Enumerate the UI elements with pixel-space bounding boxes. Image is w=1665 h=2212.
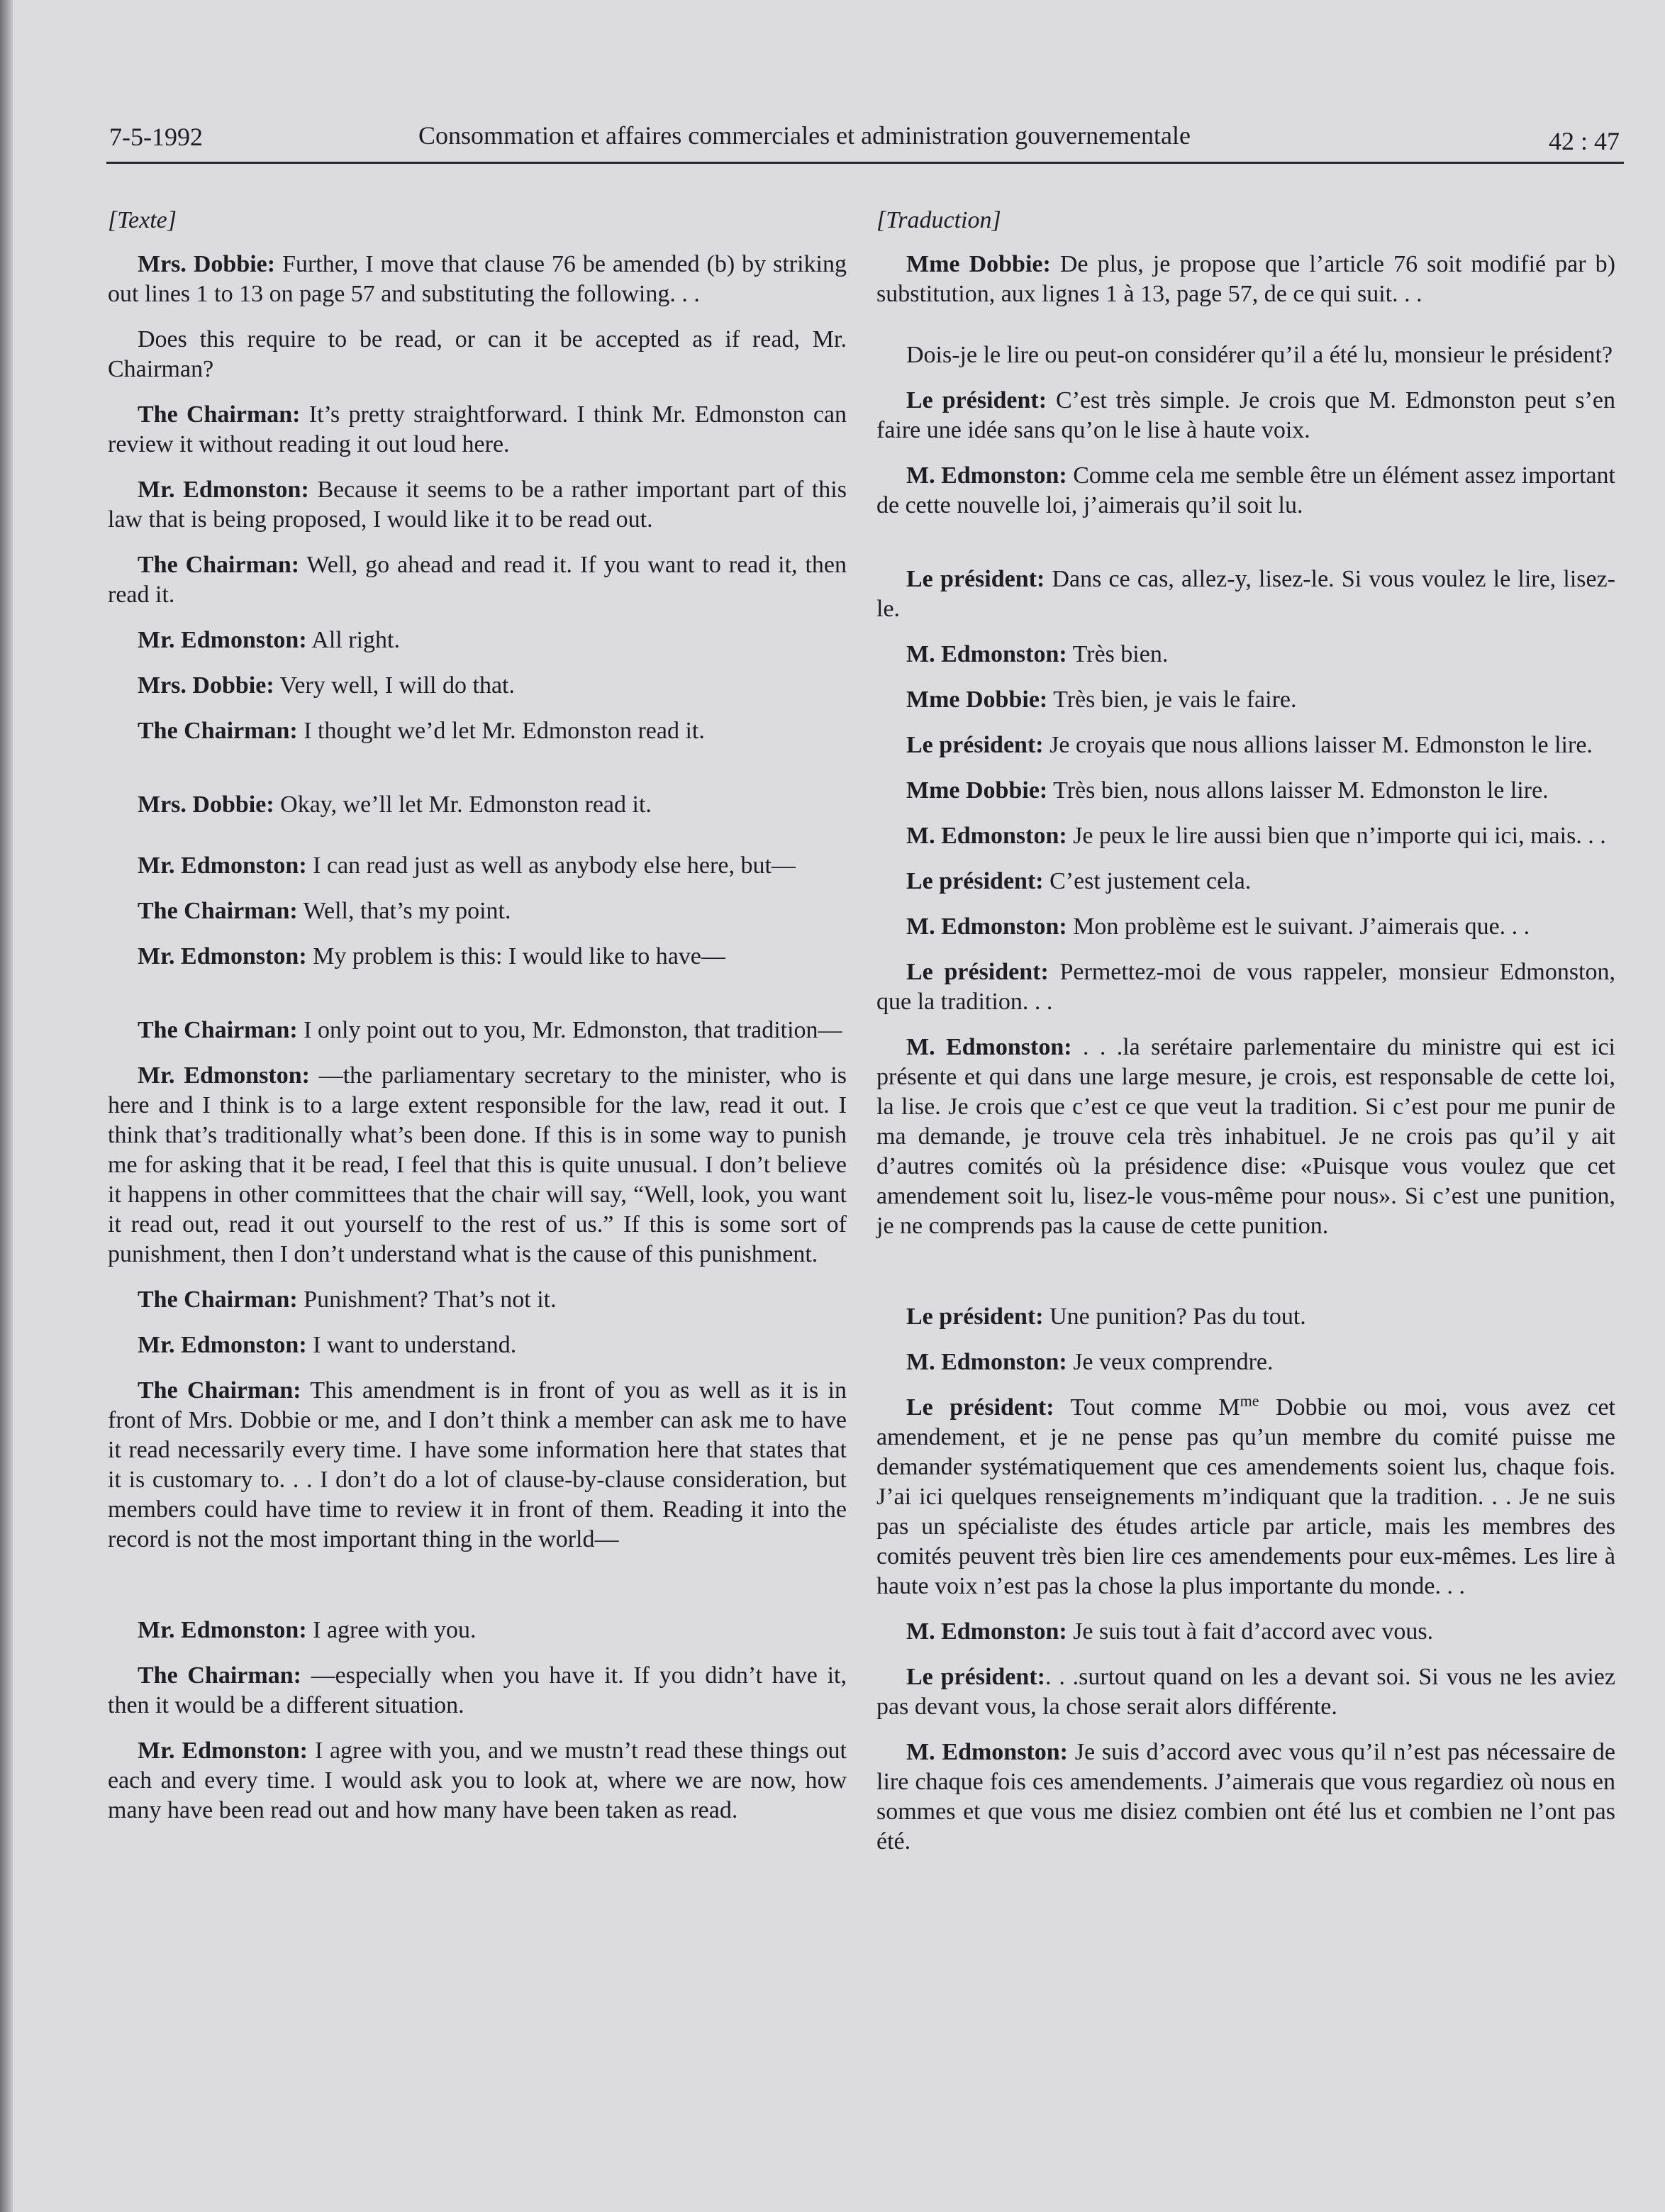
paragraph bbox=[876, 340, 1615, 370]
speech: All right. bbox=[306, 627, 400, 653]
header-title: Consommation et affaires commerciales et administration gouvernementale bbox=[418, 121, 1191, 150]
speaker: The Chairman: bbox=[138, 898, 298, 924]
speech: De plus, je propose que l’article 76 soit modifié par b) substitution, aux lignes 1 à 13, page 57, de ce qui suit. . . bbox=[876, 251, 1615, 307]
speaker: Le président: bbox=[906, 959, 1049, 985]
paragraph bbox=[108, 716, 847, 746]
speaker: Mme Dobbie: bbox=[906, 687, 1048, 713]
paragraph bbox=[876, 1347, 1615, 1377]
header-rule bbox=[106, 162, 1624, 164]
speech: Well, that’s my point. bbox=[297, 898, 511, 924]
paragraph bbox=[108, 1285, 847, 1315]
paragraph bbox=[876, 776, 1615, 806]
speaker: Mr. Edmonston: bbox=[138, 477, 309, 503]
paragraph bbox=[108, 475, 847, 535]
speech: Mon problème est le suivant. J’aimerais que. . . bbox=[1067, 913, 1530, 940]
speech: Comme cela me semble être un élément assez important de cette nouvelle loi, j’aimerais qu’il soit lu. bbox=[876, 462, 1615, 518]
column-label: [Traduction] bbox=[876, 207, 1001, 233]
speech: Très bien, je vais le faire. bbox=[1047, 687, 1297, 713]
paragraph bbox=[876, 1617, 1615, 1647]
binding-shadow bbox=[0, 0, 13, 2212]
speech: Dobbie ou moi, vous avez cet amendement, et je ne pense pas qu’un membre du comité puisse me demander systématiquement que ces amendements soient lus, chaque fois. J’ai ici quelques renseignements m’indiquant que la tradition. . . Je ne suis pas un spécialiste des études article par article, mais les membres des comités peuvent très bien lire ces amendements pour eux-mêmes. Les lire à haute voix n’est pas la chose la plus importante du monde. . . bbox=[876, 1394, 1615, 1599]
speech: C’est très simple. Je crois que M. Edmonston peut s’en faire une idée sans qu’on le lise à haute voix. bbox=[876, 387, 1615, 443]
speaker: Le président: bbox=[906, 732, 1044, 758]
speech: Dans ce cas, allez-y, lisez-le. Si vous voulez le lire, lisez-le. bbox=[876, 566, 1616, 622]
speech: This amendment is in front of you as well as it is in front of Mrs. Dobbie or me, and I don’t think a member can ask me to have it read necessarily every time. I have some information here that states that it is customary to. . . I don’t do a lot of clause-by-clause consideration, but members could have time to review it in front of them. Reading it into the record is not the most important thing in the world— bbox=[108, 1377, 847, 1552]
speaker: M. Edmonston: bbox=[906, 462, 1067, 489]
speech: Tout comme M bbox=[1054, 1394, 1240, 1421]
speech: —especially when you have it. If you didn’t have it, then it would be a different situation. bbox=[108, 1662, 847, 1718]
speaker: M. Edmonston: bbox=[906, 1034, 1072, 1060]
paragraph bbox=[876, 386, 1615, 445]
speech: . . .la serétaire parlementaire du ministre qui est ici présente et qui dans une large mesure, je crois, est responsable de cette loi, la lise. Je crois que c’est ce que veut la tradition. Si c’est pour me punir de ma demande, je trouve cela très inhabituel. Je ne crois pas qu’il y ait d’autres comités où la présidence dise: «Puisque vous voulez que cet amendement soit lu, lisez-le vous-même pour nous». Si c’est une punition, je ne comprends pas la cause de cette punition. bbox=[876, 1034, 1615, 1239]
speech: Further, I move that clause 76 be amended (b) by striking out lines 1 to 13 on page 57 and substituting the following. . . bbox=[108, 251, 847, 307]
column-label: [Texte] bbox=[108, 207, 177, 233]
speaker: M. Edmonston: bbox=[906, 1618, 1067, 1645]
paragraph bbox=[876, 730, 1615, 760]
speaker: Mr. Edmonston: bbox=[138, 1062, 310, 1089]
speech: Je suis d’accord avec vous qu’il n’est pas nécessaire de lire chaque fois ces amendements. J’aimerais que vous regardiez où nous en sommes et que vous me disiez combien ont été lus et combien ne l’ont pas été. bbox=[876, 1739, 1615, 1855]
speech: Je croyais que nous allions laisser M. Edmonston le lire. bbox=[1043, 732, 1593, 758]
paragraph bbox=[876, 640, 1615, 669]
speech: Très bien, nous allons laisser M. Edmonston le lire. bbox=[1047, 777, 1549, 804]
speaker: Mr. Edmonston: bbox=[138, 627, 307, 653]
paragraph bbox=[876, 685, 1615, 715]
paragraph bbox=[108, 896, 847, 926]
speaker: Le président: bbox=[906, 868, 1044, 894]
speech: Je peux le lire aussi bien que n’importe qui ici, mais. . . bbox=[1067, 823, 1606, 849]
speaker: Mr. Edmonston: bbox=[138, 1332, 307, 1358]
paragraph bbox=[876, 1662, 1615, 1722]
speaker: Le président: bbox=[906, 387, 1047, 413]
speech: I agree with you. bbox=[306, 1617, 477, 1643]
speaker: Le président: bbox=[906, 1304, 1044, 1330]
speaker: M. Edmonston: bbox=[906, 823, 1067, 849]
paragraph bbox=[108, 671, 847, 701]
speaker: Mr. Edmonston: bbox=[138, 943, 307, 969]
superscript: me bbox=[1240, 1391, 1259, 1410]
paragraph bbox=[876, 1033, 1615, 1241]
paragraph bbox=[108, 1376, 847, 1555]
speaker: The Chairman: bbox=[138, 718, 298, 744]
speaker: The Chairman: bbox=[138, 552, 300, 578]
speech: My problem is this: I would like to have— bbox=[306, 943, 725, 969]
speech: Une punition? Pas du tout. bbox=[1043, 1304, 1306, 1330]
speech: C’est justement cela. bbox=[1043, 868, 1252, 894]
speech: Because it seems to be a rather important part of this law that is being proposed, I would like it to be read out. bbox=[108, 477, 847, 533]
paragraph bbox=[108, 550, 847, 610]
speaker: The Chairman: bbox=[138, 401, 301, 428]
paragraph bbox=[876, 912, 1615, 942]
paragraph bbox=[108, 1661, 847, 1721]
speaker: The Chairman: bbox=[138, 1017, 298, 1043]
speech: . . .surtout quand on les a devant soi. Si vous ne les aviez pas devant vous, la chose serait alors différente. bbox=[876, 1664, 1615, 1720]
speaker: Mme Dobbie: bbox=[906, 777, 1048, 804]
paragraph bbox=[108, 400, 847, 460]
speaker: M. Edmonston: bbox=[906, 1739, 1068, 1765]
speech: Does this require to be read, or can it be accepted as if read, Mr. Chairman? bbox=[108, 326, 847, 382]
speech: —the parliamentary secretary to the minister, who is here and I think is to a large extent responsible for the law, read it out. I think that’s traditionally what’s been done. If this is in some way to punish me for asking that it be read, I feel that this is quite unusual. I don’t believe it happens in other committees that the chair will say, “Well, look, you want it read out, read it out yourself to the rest of us.” If this is some sort of punishment, then I don’t understand what is the cause of this punishment. bbox=[108, 1062, 847, 1267]
speech: Punishment? That’s not it. bbox=[297, 1286, 557, 1313]
speaker: Mr. Edmonston: bbox=[138, 1617, 307, 1643]
paragraph bbox=[876, 957, 1615, 1017]
speech: Je veux comprendre. bbox=[1067, 1349, 1274, 1375]
column-french bbox=[876, 206, 1615, 1872]
column-english bbox=[108, 206, 847, 1841]
speech: I thought we’d let Mr. Edmonston read it. bbox=[297, 718, 705, 744]
paragraph bbox=[876, 565, 1615, 624]
paragraph bbox=[108, 1736, 847, 1825]
speaker: The Chairman: bbox=[138, 1377, 301, 1404]
speech: Je suis tout à fait d’accord avec vous. bbox=[1067, 1618, 1434, 1645]
paragraph bbox=[108, 1016, 847, 1045]
paragraph bbox=[876, 1393, 1615, 1601]
speech: Permettez-moi de vous rappeler, monsieur Edmonston, que la tradition. . . bbox=[876, 959, 1616, 1015]
speaker: Mr. Edmonston: bbox=[138, 1738, 308, 1764]
speaker: The Chairman: bbox=[138, 1286, 298, 1313]
paragraph bbox=[108, 626, 847, 655]
speech: Very well, I will do that. bbox=[274, 672, 515, 699]
speaker: Mrs. Dobbie: bbox=[138, 251, 276, 277]
running-header bbox=[106, 118, 1624, 159]
paragraph bbox=[876, 867, 1615, 896]
paragraph bbox=[108, 942, 847, 972]
speaker: Mr. Edmonston: bbox=[138, 852, 307, 879]
paragraph bbox=[108, 325, 847, 384]
speaker: Le président: bbox=[906, 1664, 1045, 1690]
speaker: Mme Dobbie: bbox=[906, 251, 1051, 277]
speaker: The Chairman: bbox=[138, 1662, 301, 1689]
speech: Très bien. bbox=[1067, 641, 1169, 667]
speech: I want to understand. bbox=[306, 1332, 517, 1358]
paragraph bbox=[108, 1330, 847, 1360]
speech: Dois-je le lire ou peut-on considérer qu’il a été lu, monsieur le président? bbox=[906, 342, 1613, 368]
speaker: M. Edmonston: bbox=[906, 641, 1067, 667]
header-date: 7-5-1992 bbox=[109, 123, 203, 151]
speech: I can read just as well as anybody else here, but— bbox=[306, 852, 796, 879]
paragraph bbox=[108, 851, 847, 881]
paragraph bbox=[108, 1616, 847, 1645]
paragraph bbox=[876, 461, 1615, 521]
speaker: Mrs. Dobbie: bbox=[138, 791, 274, 818]
speaker: M. Edmonston: bbox=[906, 913, 1067, 940]
paragraph bbox=[876, 1302, 1615, 1332]
speaker: Le président: bbox=[906, 566, 1045, 592]
paragraph bbox=[876, 250, 1615, 309]
paragraph bbox=[876, 821, 1615, 851]
speaker: M. Edmonston: bbox=[906, 1349, 1067, 1375]
speech: I only point out to you, Mr. Edmonston, that tradition— bbox=[297, 1017, 842, 1043]
page-number: 42 : 47 bbox=[1548, 127, 1620, 155]
paragraph bbox=[876, 1738, 1615, 1857]
paragraph bbox=[108, 790, 847, 820]
speaker: Le président: bbox=[906, 1394, 1054, 1421]
speech: Well, go ahead and read it. If you want to read it, then read it. bbox=[108, 552, 847, 608]
paragraph bbox=[108, 250, 847, 309]
paragraph bbox=[108, 1061, 847, 1269]
speech: It’s pretty straightforward. I think Mr. Edmonston can review it without reading it out loud here. bbox=[108, 401, 847, 457]
speaker: Mrs. Dobbie: bbox=[138, 672, 274, 699]
speech: Okay, we’ll let Mr. Edmonston read it. bbox=[274, 791, 652, 818]
speech: I agree with you, and we mustn’t read these things out each and every time. I would ask you to look at, where we are now, how many have been read out and how many have been taken as read. bbox=[108, 1738, 847, 1823]
